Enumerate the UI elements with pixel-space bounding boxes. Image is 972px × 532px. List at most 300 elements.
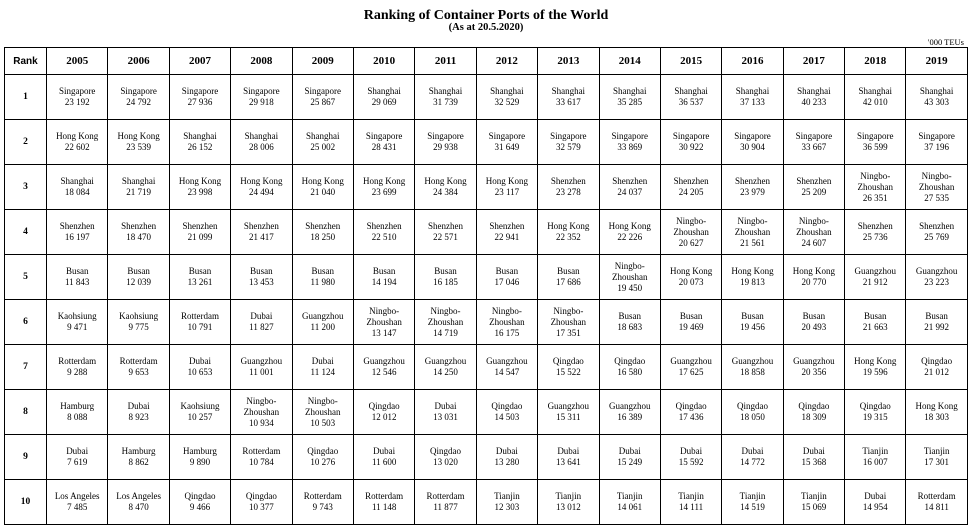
port-name: Ningbo-: [860, 170, 891, 181]
port-name: Hong Kong: [669, 266, 713, 276]
port-name: Ningbo-: [307, 395, 338, 406]
year-header: 2005: [47, 48, 108, 75]
port-name: Zhoushan: [366, 316, 402, 327]
port-name: Zhoushan: [796, 226, 832, 237]
teu-value: 21 417: [248, 232, 274, 242]
port-name: Shenzhen: [550, 176, 586, 186]
teu-value: 18 084: [64, 187, 90, 197]
port-cell: [292, 165, 353, 210]
teu-value: 18 470: [126, 232, 151, 242]
teu-value: 19 450: [617, 282, 643, 293]
port-cell: [353, 255, 414, 300]
port-name: Busan: [925, 311, 948, 321]
teu-value: 14 194: [371, 277, 397, 287]
port-name: Qingdao: [675, 401, 707, 411]
port-name: Zhoushan: [489, 316, 525, 327]
port-name: Tianjin: [616, 491, 643, 501]
port-name: Rotterdam: [180, 311, 219, 321]
port-cell: [660, 390, 721, 435]
port-cell: [722, 255, 783, 300]
port-name: Singapore: [304, 86, 341, 96]
port-name: Busan: [250, 266, 273, 276]
page-title: Ranking of Container Ports of the World: [363, 8, 609, 23]
port-cell: [722, 300, 783, 345]
port-cell: [538, 120, 599, 165]
port-name: Hong Kong: [792, 266, 835, 276]
port-cell: [47, 255, 108, 300]
rank-cell: 5: [5, 255, 47, 300]
teu-value: 15 368: [801, 457, 827, 467]
teu-value: 24 494: [248, 187, 274, 197]
port-cell: [722, 345, 783, 390]
port-name: Shenzhen: [796, 176, 832, 186]
rank-cell: 9: [5, 435, 47, 480]
teu-value: 13 261: [187, 277, 213, 287]
port-cell: [169, 390, 230, 435]
port-name: Singapore: [611, 131, 648, 141]
teu-value: 14 111: [679, 502, 704, 512]
port-name: Busan: [188, 266, 212, 276]
port-name: Dubai: [495, 446, 518, 456]
port-cell: [47, 345, 108, 390]
teu-value: 14 772: [740, 457, 765, 467]
teu-value: 32 579: [555, 142, 581, 152]
port-name: Shanghai: [367, 86, 401, 96]
port-cell: [415, 480, 476, 525]
teu-value: 11 148: [371, 502, 397, 512]
teu-value: 10 653: [187, 367, 213, 377]
teu-value: 24 792: [126, 97, 151, 107]
teu-value: 16 185: [433, 277, 458, 287]
port-cell: [599, 255, 660, 300]
teu-value: 11 200: [310, 322, 335, 332]
teu-value: 7 619: [67, 457, 88, 467]
teu-value: 15 522: [555, 367, 581, 377]
teu-value: 8 923: [128, 412, 149, 422]
port-name: Guangzhou: [670, 356, 712, 366]
port-name: Dubai: [680, 446, 703, 456]
port-name: Guangzhou: [915, 266, 958, 276]
teu-value: 8 470: [128, 502, 149, 512]
teu-value: 25 736: [862, 232, 888, 242]
port-name: Singapore: [488, 131, 526, 141]
year-header: 2014: [599, 48, 660, 75]
port-name: Hong Kong: [485, 176, 529, 186]
port-cell: [353, 435, 414, 480]
port-name: Ningbo-: [737, 215, 768, 226]
port-cell: [660, 165, 721, 210]
port-cell: [231, 255, 292, 300]
port-name: Tianjin: [678, 491, 704, 501]
port-cell: [108, 300, 169, 345]
teu-value: 10 276: [310, 457, 336, 467]
port-cell: [169, 480, 230, 525]
port-cell: [47, 480, 108, 525]
port-name: Singapore: [243, 86, 280, 96]
port-name: Busan: [311, 266, 334, 276]
port-name: Hamburg: [60, 401, 95, 411]
year-header: 2007: [169, 48, 230, 75]
teu-value: 23 998: [187, 187, 213, 197]
port-name: Los Angeles: [54, 491, 100, 501]
port-cell: [538, 210, 599, 255]
port-name: Busan: [372, 266, 396, 276]
port-cell: [599, 480, 660, 525]
port-cell: [538, 435, 599, 480]
year-header: 2019: [906, 48, 967, 75]
teu-value: 19 315: [862, 412, 888, 422]
teu-value: 21 719: [126, 187, 151, 197]
port-cell: [108, 345, 169, 390]
port-cell: [415, 345, 476, 390]
port-cell: [108, 435, 169, 480]
port-cell: [722, 120, 783, 165]
port-name: Busan: [679, 311, 703, 321]
port-cell: [231, 120, 292, 165]
port-cell: [783, 255, 844, 300]
port-name: Shanghai: [858, 86, 893, 96]
teu-value: 14 250: [433, 367, 458, 377]
teu-value: 36 537: [678, 97, 704, 107]
port-name: Shanghai: [60, 176, 94, 186]
teu-value: 31 739: [433, 97, 458, 107]
port-name: Busan: [741, 311, 764, 321]
teu-value: 16 007: [862, 457, 888, 467]
port-cell: [353, 390, 414, 435]
port-name: Shenzhen: [182, 221, 218, 231]
teu-value: 23 192: [64, 97, 90, 107]
port-name: Hamburg: [121, 446, 156, 456]
teu-value: 24 607: [801, 237, 827, 248]
port-name: Singapore: [181, 86, 219, 96]
teu-value: 37 133: [740, 97, 765, 107]
port-name: Shenzhen: [673, 176, 709, 186]
port-name: Ningbo-: [676, 215, 707, 226]
port-cell: [353, 345, 414, 390]
teu-value: 11 827: [249, 322, 274, 332]
teu-value: 11 001: [249, 367, 274, 377]
port-name: Ningbo-: [798, 215, 829, 226]
port-cell: [231, 435, 292, 480]
port-name: Dubai: [373, 446, 396, 456]
port-name: Shanghai: [490, 86, 524, 96]
teu-value: 13 641: [555, 457, 581, 467]
port-cell: [47, 210, 108, 255]
port-name: Dubai: [864, 491, 887, 501]
table-row: [5, 480, 968, 525]
port-cell: [906, 390, 967, 435]
teu-value: 36 599: [862, 142, 888, 152]
year-header: 2010: [353, 48, 414, 75]
port-cell: [108, 390, 169, 435]
teu-value: 25 002: [310, 142, 336, 152]
port-name: Singapore: [58, 86, 96, 96]
teu-value: 9 653: [128, 367, 149, 377]
port-cell: [722, 435, 783, 480]
port-cell: [108, 75, 169, 120]
teu-value: 13 280: [494, 457, 520, 467]
teu-value: 32 529: [494, 97, 520, 107]
port-cell: [169, 435, 230, 480]
year-header: 2011: [415, 48, 476, 75]
table-row: [5, 435, 968, 480]
port-name: Shanghai: [306, 131, 340, 141]
port-cell: [476, 210, 537, 255]
port-name: Guangzhou: [854, 266, 897, 276]
port-cell: [108, 165, 169, 210]
port-name: Tianjin: [555, 491, 582, 501]
teu-value: 24 037: [617, 187, 643, 197]
port-name: Kaohsiung: [119, 311, 159, 321]
teu-value: 25 769: [924, 232, 950, 242]
port-name: Qingdao: [552, 356, 584, 366]
year-header: 2016: [722, 48, 783, 75]
port-cell: [660, 210, 721, 255]
port-name: Hong Kong: [240, 176, 283, 186]
port-cell: [353, 210, 414, 255]
teu-value: 20 356: [801, 367, 827, 377]
port-name: Shenzhen: [919, 221, 955, 231]
rank-cell: 3: [5, 165, 47, 210]
port-name: Hong Kong: [117, 131, 160, 141]
port-cell: [231, 75, 292, 120]
port-name: Hong Kong: [301, 176, 344, 186]
table-row: [5, 120, 968, 165]
port-cell: [783, 345, 844, 390]
port-name: Qingdao: [430, 446, 462, 456]
port-cell: [722, 75, 783, 120]
port-cell: [722, 390, 783, 435]
port-cell: [783, 480, 844, 525]
port-name: Qingdao: [798, 401, 830, 411]
port-cell: [353, 75, 414, 120]
teu-value: 10 377: [248, 502, 274, 512]
port-name: Qingdao: [307, 446, 339, 456]
table-row: [5, 75, 968, 120]
port-cell: [906, 75, 967, 120]
teu-value: 43 303: [924, 97, 950, 107]
port-cell: [845, 345, 906, 390]
port-name: Rotterdam: [119, 356, 158, 366]
port-cell: [108, 210, 169, 255]
port-cell: [660, 75, 721, 120]
port-name: Dubai: [618, 446, 641, 456]
table-header: [5, 48, 968, 75]
port-cell: [783, 75, 844, 120]
port-cell: [845, 210, 906, 255]
teu-value: 23 539: [126, 142, 151, 152]
rank-cell: 10: [5, 480, 47, 525]
table-row: [5, 345, 968, 390]
teu-value: 18 683: [617, 322, 643, 332]
port-cell: [845, 390, 906, 435]
port-name: Shanghai: [183, 131, 217, 141]
teu-value: 40 233: [801, 97, 827, 107]
ranking-table: [4, 47, 968, 525]
teu-value: 27 936: [187, 97, 213, 107]
port-name: Zhoushan: [673, 226, 709, 237]
port-name: Singapore: [734, 131, 771, 141]
teu-value: 15 069: [801, 502, 827, 512]
teu-value: 14 503: [494, 412, 520, 422]
port-cell: [476, 345, 537, 390]
port-cell: [538, 480, 599, 525]
port-name: Qingdao: [921, 356, 953, 366]
port-name: Qingdao: [736, 401, 768, 411]
port-cell: [476, 120, 537, 165]
port-name: Rotterdam: [303, 491, 342, 501]
port-cell: [47, 435, 108, 480]
port-name: Ningbo-: [614, 260, 645, 271]
port-name: Hong Kong: [424, 176, 467, 186]
port-cell: [108, 255, 169, 300]
teu-value: 26 351: [862, 192, 888, 203]
teu-value: 11 843: [64, 277, 90, 287]
port-name: Dubai: [127, 401, 150, 411]
port-cell: [538, 390, 599, 435]
port-cell: [906, 435, 967, 480]
port-name: Shenzhen: [59, 221, 95, 231]
port-cell: [599, 75, 660, 120]
port-cell: [660, 480, 721, 525]
teu-value: 28 431: [371, 142, 397, 152]
port-name: Qingdao: [491, 401, 523, 411]
teu-value: 17 436: [678, 412, 704, 422]
port-cell: [538, 75, 599, 120]
port-cell: [599, 165, 660, 210]
teu-value: 14 719: [433, 327, 458, 338]
port-cell: [231, 300, 292, 345]
teu-value: 33 869: [617, 142, 643, 152]
teu-value: 9 288: [67, 367, 88, 377]
teu-value: 23 117: [494, 187, 520, 197]
teu-value: 18 858: [740, 367, 765, 377]
port-cell: [169, 345, 230, 390]
teu-value: 29 938: [433, 142, 458, 152]
port-name: Los Angeles: [116, 491, 161, 501]
teu-value: 17 625: [678, 367, 704, 377]
port-cell: [169, 75, 230, 120]
port-name: Dubai: [311, 356, 334, 366]
port-cell: [845, 255, 906, 300]
year-header: 2008: [231, 48, 292, 75]
teu-value: 8 862: [128, 457, 149, 467]
port-cell: [538, 255, 599, 300]
teu-value: 10 791: [187, 322, 213, 332]
header-row: [5, 48, 968, 75]
teu-value: 23 699: [371, 187, 397, 197]
rank-column-header: Rank: [5, 48, 47, 75]
port-name: Shanghai: [244, 131, 279, 141]
teu-value: 20 770: [801, 277, 827, 287]
rank-cell: 1: [5, 75, 47, 120]
teu-value: 35 285: [617, 97, 643, 107]
port-name: Shenzhen: [489, 221, 525, 231]
port-cell: [108, 120, 169, 165]
teu-value: 21 992: [924, 322, 950, 332]
port-name: Busan: [557, 266, 580, 276]
port-cell: [47, 120, 108, 165]
port-cell: [47, 300, 108, 345]
teu-value: 25 209: [801, 187, 827, 197]
teu-value: 30 904: [740, 142, 765, 152]
port-name: Guangzhou: [302, 311, 344, 321]
port-name: Hong Kong: [608, 221, 651, 231]
teu-value: 17 351: [555, 327, 581, 338]
port-cell: [415, 300, 476, 345]
port-cell: [599, 120, 660, 165]
port-cell: [906, 165, 967, 210]
teu-value: 11 980: [310, 277, 335, 287]
port-cell: [906, 255, 967, 300]
port-cell: [660, 120, 721, 165]
teu-value: 21 663: [862, 322, 888, 332]
port-cell: [292, 435, 353, 480]
port-name: Singapore: [918, 131, 955, 141]
teu-value: 12 039: [126, 277, 151, 287]
port-name: Tianjin: [801, 491, 827, 501]
port-name: Rotterdam: [426, 491, 465, 501]
teu-value: 9 743: [312, 502, 333, 512]
port-name: Dubai: [434, 401, 457, 411]
teu-value: 13 012: [555, 502, 581, 512]
port-cell: [476, 435, 537, 480]
port-name: Hamburg: [183, 446, 217, 456]
teu-value: 19 469: [678, 322, 704, 332]
port-name: Singapore: [550, 131, 587, 141]
port-cell: [231, 390, 292, 435]
port-cell: [660, 345, 721, 390]
port-cell: [538, 345, 599, 390]
teu-value: 17 301: [924, 457, 950, 467]
port-cell: [476, 255, 537, 300]
teu-value: 15 311: [556, 412, 581, 422]
port-name: Tianjin: [494, 491, 520, 501]
rank-cell: 2: [5, 120, 47, 165]
teu-value: 14 954: [862, 502, 888, 512]
port-cell: [292, 255, 353, 300]
port-cell: [292, 120, 353, 165]
port-cell: [783, 390, 844, 435]
teu-value: 19 813: [740, 277, 765, 287]
port-name: Busan: [495, 266, 519, 276]
rank-cell: 6: [5, 300, 47, 345]
port-name: Shenzhen: [366, 221, 402, 231]
teu-value: 10 257: [187, 412, 213, 422]
port-cell: [476, 165, 537, 210]
teu-value: 17 686: [555, 277, 581, 287]
port-name: Shanghai: [674, 86, 708, 96]
teu-value: 15 249: [617, 457, 643, 467]
port-name: Shanghai: [919, 86, 954, 96]
port-name: Ningbo-: [369, 305, 400, 316]
port-name: Guangzhou: [424, 356, 467, 366]
port-name: Tianjin: [739, 491, 766, 501]
teu-value: 29 069: [371, 97, 397, 107]
table-row: [5, 255, 968, 300]
port-cell: [415, 120, 476, 165]
port-cell: [783, 120, 844, 165]
teu-value: 42 010: [862, 97, 888, 107]
port-name: Dubai: [250, 311, 273, 321]
teu-value: 21 040: [310, 187, 336, 197]
teu-value: 21 561: [740, 237, 765, 248]
port-name: Qingdao: [859, 401, 891, 411]
port-name: Shenzhen: [121, 221, 157, 231]
year-header: 2017: [783, 48, 844, 75]
port-name: Shanghai: [551, 86, 586, 96]
teu-value: 18 309: [801, 412, 827, 422]
